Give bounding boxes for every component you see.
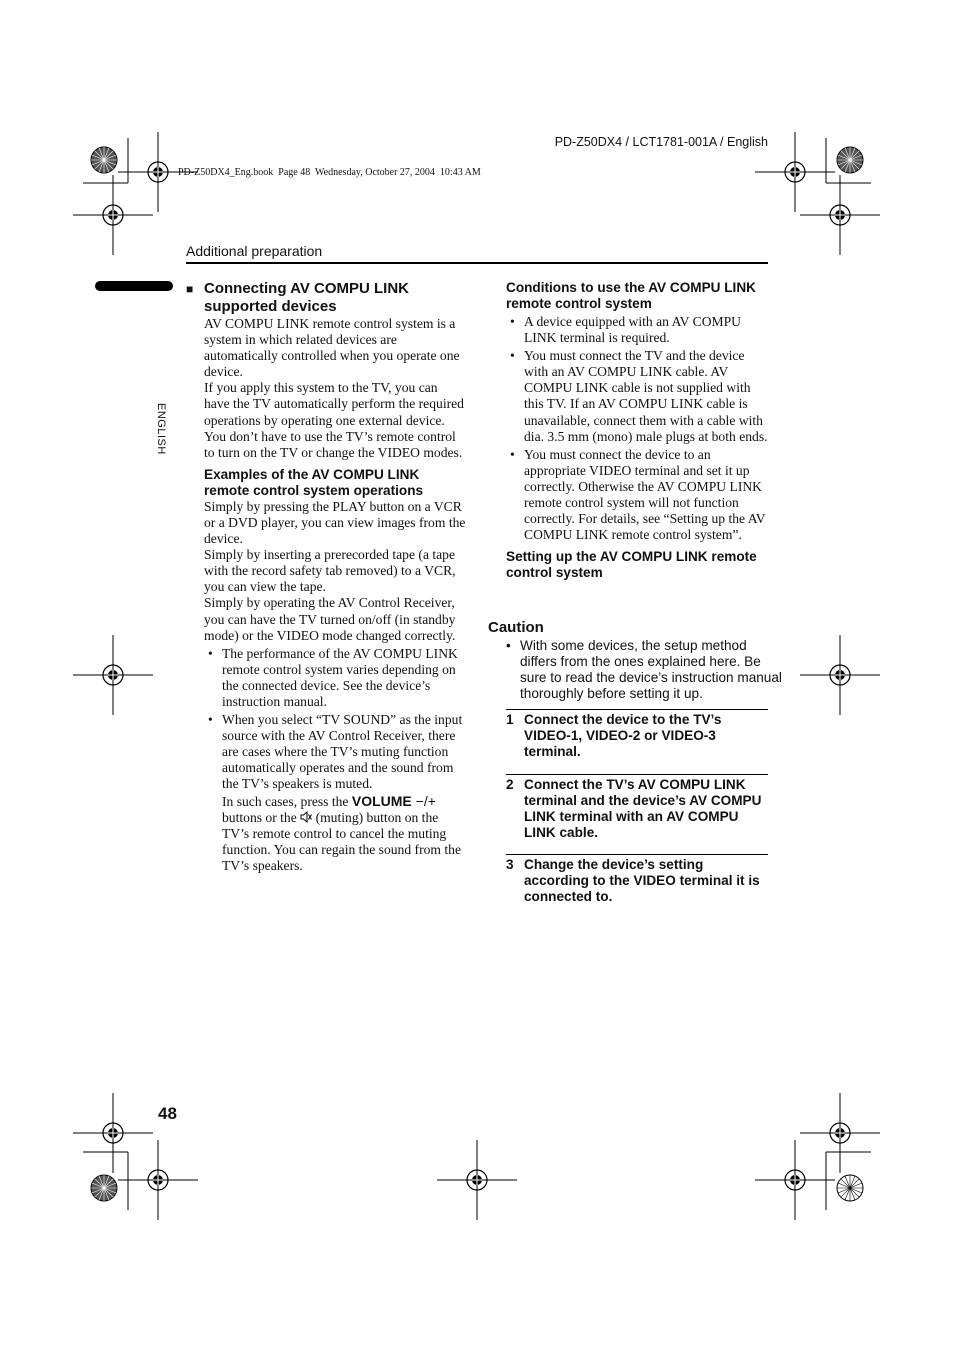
- step-1-rule: [506, 709, 768, 710]
- caution-title: Caution: [488, 619, 544, 636]
- caution-text: • With some devices, the setup method differs from the ones explained here. Be sure to read the device’s instruction manual thoroughly before setting it up.: [502, 638, 786, 702]
- condition-item: • You must connect the TV and the device with an AV COMPU LINK cable. AV COMPU LINK cable is not supplied with this TV. If an AV COMPU LINK cable is unavailable, connect them with a cable with dia. 3.5 mm (mono) male plugs at both ends.: [506, 348, 768, 445]
- muting-icon: [300, 811, 312, 823]
- section-heading: [186, 280, 466, 316]
- volume-button-label: VOLUME: [351, 792, 412, 809]
- heading-bullet: ■: [186, 282, 194, 296]
- side-tab-label: ENGLISH: [155, 403, 167, 455]
- step-2-rule: [506, 774, 768, 775]
- section-title: Additional preparation: [186, 243, 323, 259]
- note-text-pre: In such cases, press the: [222, 793, 349, 809]
- intro-paragraph-2: If you apply this system to the TV, you can have the TV automatically perform the required operations by operating one external device. You don’t have to use the TV’s remote control to turn on the TV or change the VIDEO modes.: [204, 380, 464, 460]
- page-number: 48: [158, 1104, 177, 1123]
- note-bullet-2: • When you select “TV SOUND” as the input source with the AV Control Receiver, there are cases where the TV’s muting function automatically operates and the sound from the TV’s speakers is muted.: [204, 712, 466, 792]
- step-text: Connect the TV’s AV COMPU LINK terminal and the device’s AV COMPU LINK terminal with an AV COMPU LINK cable.: [524, 777, 762, 840]
- volume-symbols: −/+: [411, 792, 436, 809]
- example-paragraph-1: Simply by pressing the PLAY button on a VCR or a DVD player, you can view images from the device.: [204, 498, 466, 547]
- note-text-post: (muting) button on the TV’s remote control to cancel the muting function. You can regain the sound from the TV’s speakers.: [222, 809, 461, 873]
- example-paragraph-3: Simply by operating the AV Control Receiver, you can have the TV turned on/off (in standby mode) or the VIDEO mode changed correctly.: [204, 595, 456, 643]
- conditions-heading: Conditions to use the AV COMPU LINK remote control system: [506, 280, 756, 311]
- step-number: 1: [506, 712, 514, 727]
- left-column: [186, 280, 466, 874]
- step-2: [506, 777, 768, 841]
- document-id: PD-Z50DX4 / LCT1781-001A / English: [554, 135, 768, 149]
- note-bullet-2-continued: [204, 793, 466, 874]
- right-column: [506, 280, 768, 581]
- header-rule: [186, 262, 768, 264]
- side-tab-bar: [95, 281, 173, 291]
- section-heading-text: Connecting AV COMPU LINK supported devices: [204, 280, 409, 315]
- step-1: [506, 712, 768, 760]
- note-text-mid: buttons or the: [222, 809, 297, 825]
- examples-heading: Examples of the AV COMPU LINK remote control system operations: [204, 466, 424, 498]
- note-bullet-1: • The performance of the AV COMPU LINK remote control system varies depending on the connected device. See the device’s instruction manual.: [204, 646, 466, 710]
- condition-item: • A device equipped with an AV COMPU LINK terminal is required.: [506, 314, 768, 346]
- step-number: 3: [506, 857, 514, 872]
- step-text: Connect the device to the TV’s VIDEO-1, VIDEO-2 or VIDEO-3 terminal.: [524, 712, 722, 759]
- step-3-rule: [506, 854, 768, 855]
- setup-heading: Setting up the AV COMPU LINK remote control system: [506, 549, 757, 581]
- print-info: PD-Z50DX4_Eng.book Page 48 Wednesday, October 27, 2004 10:43 AM: [178, 167, 481, 178]
- step-text: Change the device’s setting according to the VIDEO terminal it is connected to.: [524, 857, 760, 904]
- example-paragraph-2: Simply by inserting a prerecorded tape (a tape with the record safety tab removed) to a VCR, you can view the tape.: [204, 547, 456, 595]
- step-3: [506, 857, 768, 905]
- condition-item: • You must connect the device to an appropriate VIDEO terminal and set it up correctly. Otherwise the AV COMPU LINK remote control system will not function correctly. For details, see “Setting up the AV COMPU LINK remote control system”.: [506, 447, 768, 544]
- intro-paragraph-1: AV COMPU LINK remote control system is a system in which related devices are automatically controlled when you operate one device.: [204, 316, 460, 380]
- step-number: 2: [506, 777, 514, 792]
